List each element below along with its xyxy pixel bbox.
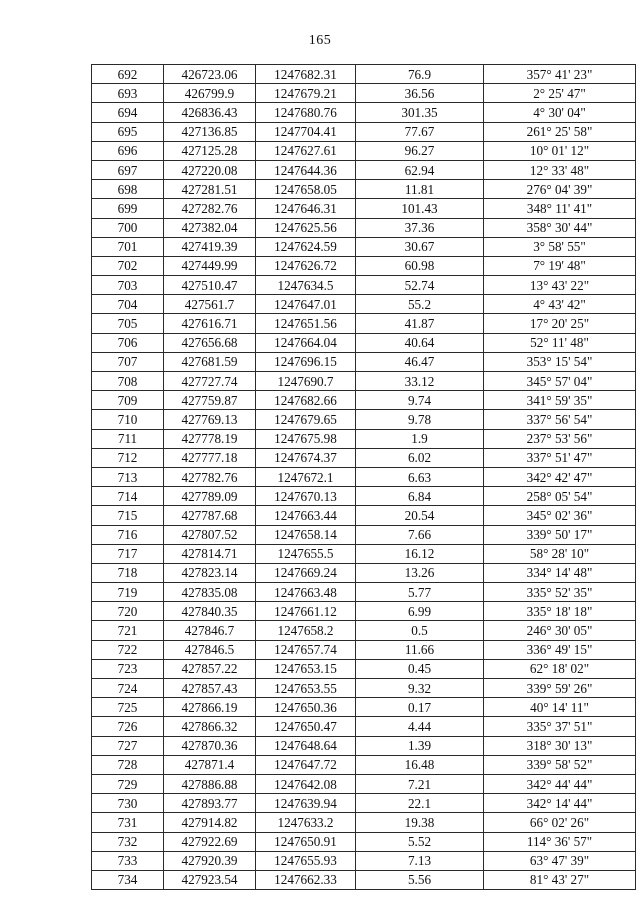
distance-cell: 5.77	[356, 583, 484, 602]
distance-cell: 6.02	[356, 448, 484, 467]
point-number-cell: 702	[92, 256, 164, 275]
distance-cell: 37.36	[356, 218, 484, 237]
x-coordinate-cell: 427759.87	[164, 391, 256, 410]
bearing-cell: 337° 56' 54"	[484, 410, 636, 429]
page-number: 165	[308, 33, 332, 48]
table-row	[92, 141, 636, 160]
distance-cell: 36.56	[356, 84, 484, 103]
bearing-cell: 358° 30' 44"	[484, 218, 636, 237]
table-row	[92, 717, 636, 736]
y-coordinate-cell: 1247661.12	[256, 602, 356, 621]
table-row	[92, 679, 636, 698]
y-coordinate-cell: 1247672.1	[256, 467, 356, 486]
y-coordinate-cell: 1247704.41	[256, 122, 356, 141]
bearing-cell: 339° 50' 17"	[484, 525, 636, 544]
point-number-cell: 703	[92, 276, 164, 295]
table-body	[92, 65, 636, 890]
table-row	[92, 525, 636, 544]
bearing-cell: 345° 02' 36"	[484, 506, 636, 525]
y-coordinate-cell: 1247664.04	[256, 333, 356, 352]
bearing-cell: 17° 20' 25"	[484, 314, 636, 333]
table-row	[92, 794, 636, 813]
y-coordinate-cell: 1247625.56	[256, 218, 356, 237]
table-row	[92, 256, 636, 275]
table-row	[92, 640, 636, 659]
table-row	[92, 506, 636, 525]
y-coordinate-cell: 1247655.93	[256, 851, 356, 870]
bearing-cell: 342° 44' 44"	[484, 774, 636, 793]
x-coordinate-cell: 426836.43	[164, 103, 256, 122]
distance-cell: 9.78	[356, 410, 484, 429]
distance-cell: 52.74	[356, 276, 484, 295]
bearing-cell: 40° 14' 11"	[484, 698, 636, 717]
distance-cell: 62.94	[356, 160, 484, 179]
bearing-cell: 335° 52' 35"	[484, 583, 636, 602]
point-number-cell: 699	[92, 199, 164, 218]
point-number-cell: 709	[92, 391, 164, 410]
y-coordinate-cell: 1247662.33	[256, 870, 356, 889]
bearing-cell: 342° 42' 47"	[484, 467, 636, 486]
point-number-cell: 716	[92, 525, 164, 544]
bearing-cell: 357° 41' 23"	[484, 65, 636, 84]
table-row	[92, 180, 636, 199]
bearing-cell: 339° 59' 26"	[484, 679, 636, 698]
table-row	[92, 372, 636, 391]
x-coordinate-cell: 427914.82	[164, 813, 256, 832]
table-row	[92, 813, 636, 832]
y-coordinate-cell: 1247647.01	[256, 295, 356, 314]
bearing-cell: 12° 33' 48"	[484, 160, 636, 179]
point-number-cell: 711	[92, 429, 164, 448]
bearing-cell: 237° 53' 56"	[484, 429, 636, 448]
table-row	[92, 237, 636, 256]
x-coordinate-cell: 427840.35	[164, 602, 256, 621]
bearing-cell: 334° 14' 48"	[484, 563, 636, 582]
point-number-cell: 705	[92, 314, 164, 333]
point-number-cell: 718	[92, 563, 164, 582]
point-number-cell: 733	[92, 851, 164, 870]
point-number-cell: 720	[92, 602, 164, 621]
y-coordinate-cell: 1247682.31	[256, 65, 356, 84]
bearing-cell: 345° 57' 04"	[484, 372, 636, 391]
x-coordinate-cell: 427893.77	[164, 794, 256, 813]
y-coordinate-cell: 1247674.37	[256, 448, 356, 467]
point-number-cell: 698	[92, 180, 164, 199]
distance-cell: 301.35	[356, 103, 484, 122]
x-coordinate-cell: 427886.88	[164, 774, 256, 793]
distance-cell: 46.47	[356, 352, 484, 371]
point-number-cell: 712	[92, 448, 164, 467]
y-coordinate-cell: 1247624.59	[256, 237, 356, 256]
y-coordinate-cell: 1247650.91	[256, 832, 356, 851]
y-coordinate-cell: 1247657.74	[256, 640, 356, 659]
x-coordinate-cell: 427922.69	[164, 832, 256, 851]
distance-cell: 7.66	[356, 525, 484, 544]
x-coordinate-cell: 427866.32	[164, 717, 256, 736]
table-row	[92, 870, 636, 889]
point-number-cell: 731	[92, 813, 164, 832]
bearing-cell: 336° 49' 15"	[484, 640, 636, 659]
coordinates-table	[91, 64, 636, 890]
x-coordinate-cell: 427282.76	[164, 199, 256, 218]
x-coordinate-cell: 427727.74	[164, 372, 256, 391]
distance-cell: 101.43	[356, 199, 484, 218]
point-number-cell: 704	[92, 295, 164, 314]
table-row	[92, 659, 636, 678]
distance-cell: 40.64	[356, 333, 484, 352]
y-coordinate-cell: 1247690.7	[256, 372, 356, 391]
point-number-cell: 727	[92, 736, 164, 755]
bearing-cell: 339° 58' 52"	[484, 755, 636, 774]
bearing-cell: 7° 19' 48"	[484, 256, 636, 275]
table-row	[92, 103, 636, 122]
bearing-cell: 4° 43' 42"	[484, 295, 636, 314]
distance-cell: 0.5	[356, 621, 484, 640]
bearing-cell: 81° 43' 27"	[484, 870, 636, 889]
bearing-cell: 52° 11' 48"	[484, 333, 636, 352]
point-number-cell: 695	[92, 122, 164, 141]
distance-cell: 6.84	[356, 487, 484, 506]
bearing-cell: 276° 04' 39"	[484, 180, 636, 199]
x-coordinate-cell: 427220.08	[164, 160, 256, 179]
y-coordinate-cell: 1247626.72	[256, 256, 356, 275]
y-coordinate-cell: 1247650.36	[256, 698, 356, 717]
distance-cell: 5.52	[356, 832, 484, 851]
x-coordinate-cell: 427769.13	[164, 410, 256, 429]
bearing-cell: 335° 18' 18"	[484, 602, 636, 621]
point-number-cell: 700	[92, 218, 164, 237]
distance-cell: 13.26	[356, 563, 484, 582]
distance-cell: 11.66	[356, 640, 484, 659]
y-coordinate-cell: 1247658.05	[256, 180, 356, 199]
x-coordinate-cell: 427656.68	[164, 333, 256, 352]
distance-cell: 7.21	[356, 774, 484, 793]
distance-cell: 0.45	[356, 659, 484, 678]
point-number-cell: 706	[92, 333, 164, 352]
bearing-cell: 63° 47' 39"	[484, 851, 636, 870]
distance-cell: 9.32	[356, 679, 484, 698]
x-coordinate-cell: 426723.06	[164, 65, 256, 84]
distance-cell: 0.17	[356, 698, 484, 717]
point-number-cell: 701	[92, 237, 164, 256]
x-coordinate-cell: 427807.52	[164, 525, 256, 544]
y-coordinate-cell: 1247653.55	[256, 679, 356, 698]
table-row	[92, 199, 636, 218]
x-coordinate-cell: 427125.28	[164, 141, 256, 160]
table-row	[92, 755, 636, 774]
table-row	[92, 295, 636, 314]
bearing-cell: 337° 51' 47"	[484, 448, 636, 467]
point-number-cell: 692	[92, 65, 164, 84]
bearing-cell: 58° 28' 10"	[484, 544, 636, 563]
x-coordinate-cell: 427814.71	[164, 544, 256, 563]
y-coordinate-cell: 1247644.36	[256, 160, 356, 179]
x-coordinate-cell: 427778.19	[164, 429, 256, 448]
y-coordinate-cell: 1247653.15	[256, 659, 356, 678]
point-number-cell: 724	[92, 679, 164, 698]
y-coordinate-cell: 1247639.94	[256, 794, 356, 813]
distance-cell: 77.67	[356, 122, 484, 141]
bearing-cell: 261° 25' 58"	[484, 122, 636, 141]
bearing-cell: 348° 11' 41"	[484, 199, 636, 218]
bearing-cell: 62° 18' 02"	[484, 659, 636, 678]
y-coordinate-cell: 1247679.65	[256, 410, 356, 429]
x-coordinate-cell: 427920.39	[164, 851, 256, 870]
table-row	[92, 122, 636, 141]
bearing-cell: 335° 37' 51"	[484, 717, 636, 736]
x-coordinate-cell: 427616.71	[164, 314, 256, 333]
bearing-cell: 13° 43' 22"	[484, 276, 636, 295]
distance-cell: 22.1	[356, 794, 484, 813]
point-number-cell: 721	[92, 621, 164, 640]
distance-cell: 20.54	[356, 506, 484, 525]
table-row	[92, 84, 636, 103]
y-coordinate-cell: 1247651.56	[256, 314, 356, 333]
y-coordinate-cell: 1247680.76	[256, 103, 356, 122]
x-coordinate-cell: 427923.54	[164, 870, 256, 889]
bearing-cell: 66° 02' 26"	[484, 813, 636, 832]
point-number-cell: 710	[92, 410, 164, 429]
table-row	[92, 352, 636, 371]
table-row	[92, 467, 636, 486]
table-row	[92, 583, 636, 602]
distance-cell: 9.74	[356, 391, 484, 410]
bearing-cell: 4° 30' 04"	[484, 103, 636, 122]
table-row	[92, 774, 636, 793]
point-number-cell: 723	[92, 659, 164, 678]
x-coordinate-cell: 427561.7	[164, 295, 256, 314]
point-number-cell: 697	[92, 160, 164, 179]
table-row	[92, 563, 636, 582]
x-coordinate-cell: 427787.68	[164, 506, 256, 525]
point-number-cell: 722	[92, 640, 164, 659]
x-coordinate-cell: 427866.19	[164, 698, 256, 717]
x-coordinate-cell: 427871.4	[164, 755, 256, 774]
bearing-cell: 246° 30' 05"	[484, 621, 636, 640]
point-number-cell: 714	[92, 487, 164, 506]
point-number-cell: 728	[92, 755, 164, 774]
distance-cell: 60.98	[356, 256, 484, 275]
distance-cell: 1.39	[356, 736, 484, 755]
table-row	[92, 544, 636, 563]
point-number-cell: 693	[92, 84, 164, 103]
table-row	[92, 218, 636, 237]
y-coordinate-cell: 1247634.5	[256, 276, 356, 295]
bearing-cell: 3° 58' 55"	[484, 237, 636, 256]
point-number-cell: 696	[92, 141, 164, 160]
distance-cell: 16.48	[356, 755, 484, 774]
y-coordinate-cell: 1247650.47	[256, 717, 356, 736]
y-coordinate-cell: 1247646.31	[256, 199, 356, 218]
point-number-cell: 713	[92, 467, 164, 486]
y-coordinate-cell: 1247663.44	[256, 506, 356, 525]
y-coordinate-cell: 1247642.08	[256, 774, 356, 793]
table-row	[92, 333, 636, 352]
y-coordinate-cell: 1247647.72	[256, 755, 356, 774]
y-coordinate-cell: 1247696.15	[256, 352, 356, 371]
table-row	[92, 314, 636, 333]
point-number-cell: 730	[92, 794, 164, 813]
point-number-cell: 719	[92, 583, 164, 602]
point-number-cell: 708	[92, 372, 164, 391]
x-coordinate-cell: 427281.51	[164, 180, 256, 199]
point-number-cell: 725	[92, 698, 164, 717]
point-number-cell: 717	[92, 544, 164, 563]
bearing-cell: 353° 15' 54"	[484, 352, 636, 371]
point-number-cell: 732	[92, 832, 164, 851]
table-row	[92, 621, 636, 640]
y-coordinate-cell: 1247633.2	[256, 813, 356, 832]
y-coordinate-cell: 1247682.66	[256, 391, 356, 410]
point-number-cell: 694	[92, 103, 164, 122]
x-coordinate-cell: 427835.08	[164, 583, 256, 602]
table-row	[92, 851, 636, 870]
y-coordinate-cell: 1247648.64	[256, 736, 356, 755]
table-row	[92, 832, 636, 851]
table-row	[92, 65, 636, 84]
x-coordinate-cell: 427419.39	[164, 237, 256, 256]
table-row	[92, 160, 636, 179]
y-coordinate-cell: 1247669.24	[256, 563, 356, 582]
distance-cell: 4.44	[356, 717, 484, 736]
distance-cell: 5.56	[356, 870, 484, 889]
y-coordinate-cell: 1247658.14	[256, 525, 356, 544]
y-coordinate-cell: 1247670.13	[256, 487, 356, 506]
point-number-cell: 726	[92, 717, 164, 736]
table-row	[92, 602, 636, 621]
distance-cell: 55.2	[356, 295, 484, 314]
x-coordinate-cell: 427857.43	[164, 679, 256, 698]
distance-cell: 96.27	[356, 141, 484, 160]
x-coordinate-cell: 427870.36	[164, 736, 256, 755]
table-row	[92, 276, 636, 295]
distance-cell: 16.12	[356, 544, 484, 563]
y-coordinate-cell: 1247658.2	[256, 621, 356, 640]
distance-cell: 19.38	[356, 813, 484, 832]
y-coordinate-cell: 1247627.61	[256, 141, 356, 160]
distance-cell: 30.67	[356, 237, 484, 256]
table-row	[92, 429, 636, 448]
x-coordinate-cell: 427823.14	[164, 563, 256, 582]
x-coordinate-cell: 427846.5	[164, 640, 256, 659]
bearing-cell: 258° 05' 54"	[484, 487, 636, 506]
x-coordinate-cell: 427681.59	[164, 352, 256, 371]
table-row	[92, 448, 636, 467]
x-coordinate-cell: 427136.85	[164, 122, 256, 141]
point-number-cell: 729	[92, 774, 164, 793]
x-coordinate-cell: 427782.76	[164, 467, 256, 486]
x-coordinate-cell: 426799.9	[164, 84, 256, 103]
distance-cell: 11.81	[356, 180, 484, 199]
point-number-cell: 734	[92, 870, 164, 889]
bearing-cell: 341° 59' 35"	[484, 391, 636, 410]
y-coordinate-cell: 1247679.21	[256, 84, 356, 103]
distance-cell: 6.99	[356, 602, 484, 621]
y-coordinate-cell: 1247655.5	[256, 544, 356, 563]
point-number-cell: 707	[92, 352, 164, 371]
bearing-cell: 114° 36' 57"	[484, 832, 636, 851]
y-coordinate-cell: 1247675.98	[256, 429, 356, 448]
table-row	[92, 391, 636, 410]
distance-cell: 33.12	[356, 372, 484, 391]
x-coordinate-cell: 427382.04	[164, 218, 256, 237]
table-row	[92, 410, 636, 429]
y-coordinate-cell: 1247663.48	[256, 583, 356, 602]
distance-cell: 7.13	[356, 851, 484, 870]
bearing-cell: 318° 30' 13"	[484, 736, 636, 755]
table-row	[92, 487, 636, 506]
x-coordinate-cell: 427857.22	[164, 659, 256, 678]
table-row	[92, 736, 636, 755]
x-coordinate-cell: 427789.09	[164, 487, 256, 506]
table-row	[92, 698, 636, 717]
x-coordinate-cell: 427449.99	[164, 256, 256, 275]
x-coordinate-cell: 427777.18	[164, 448, 256, 467]
distance-cell: 6.63	[356, 467, 484, 486]
bearing-cell: 2° 25' 47"	[484, 84, 636, 103]
bearing-cell: 10° 01' 12"	[484, 141, 636, 160]
distance-cell: 1.9	[356, 429, 484, 448]
point-number-cell: 715	[92, 506, 164, 525]
distance-cell: 76.9	[356, 65, 484, 84]
bearing-cell: 342° 14' 44"	[484, 794, 636, 813]
distance-cell: 41.87	[356, 314, 484, 333]
x-coordinate-cell: 427846.7	[164, 621, 256, 640]
x-coordinate-cell: 427510.47	[164, 276, 256, 295]
